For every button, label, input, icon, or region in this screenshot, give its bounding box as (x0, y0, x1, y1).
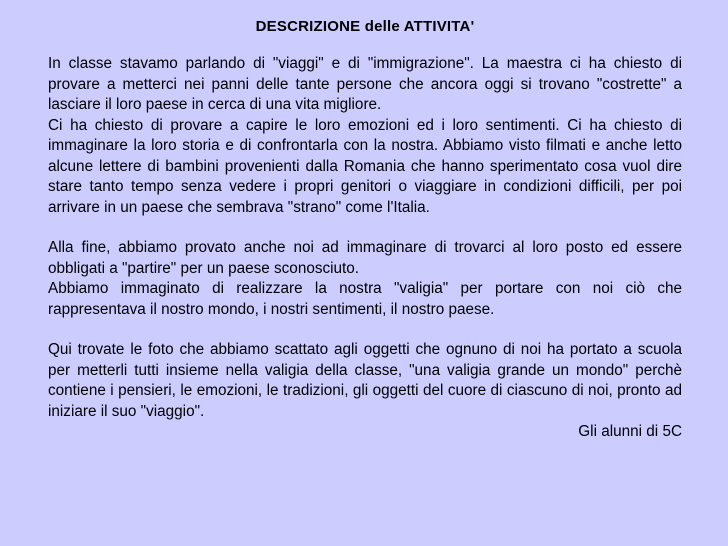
signature: Gli alunni di 5C (578, 423, 682, 440)
paragraph-photos: Qui trovate le foto che abbiamo scattato agli oggetti che ognuno di noi ha portato a scuola per metterli tutti insieme nella valigia della classe, "una valigia grande un mondo" perchè contiene i pensieri, le emozioni, le tradizioni, gli oggetti del cuore di ciascuno di noi, pronto ad iniziare il suo "viaggio". (48, 341, 682, 420)
paragraph-suitcase: Abbiamo immaginato di realizzare la nostra "valigia" per portare con noi ciò che rappresentava il nostro mondo, i nostri sentimenti, il nostro paese. (48, 280, 682, 318)
paragraph-intro: In classe stavamo parlando di "viaggi" e di "immigrazione". La maestra ci ha chiesto di provare a metterci nei panni delle tante persone che ancora oggi si trovano "costrette" a lasciare il loro paese in cerca di una vita migliore. (48, 55, 682, 113)
paragraph-spacer (48, 218, 682, 238)
paragraph-imagine: Alla fine, abbiamo provato anche noi ad immaginare di trovarci al loro posto ed essere obbligati a "partire" per un paese sconosciuto. (48, 239, 682, 277)
document-title: DESCRIZIONE delle ATTIVITA' (255, 18, 475, 35)
paragraph-emotions: Ci ha chiesto di provare a capire le loro emozioni ed i loro sentimenti. Ci ha chiesto di immaginare la loro storia e di confrontarla con la nostra. Abbiamo visto filmati e anche letto alcune lettere di bambini provenienti dalla Romania che hanno sperimentato cosa vuol dire stare tanto tempo senza vedere i propri genitori o viaggiare in condizioni difficili, per poi arrivare in un paese che sembrava "strano" come l'Italia. (48, 116, 682, 216)
paragraph-spacer (48, 320, 682, 340)
